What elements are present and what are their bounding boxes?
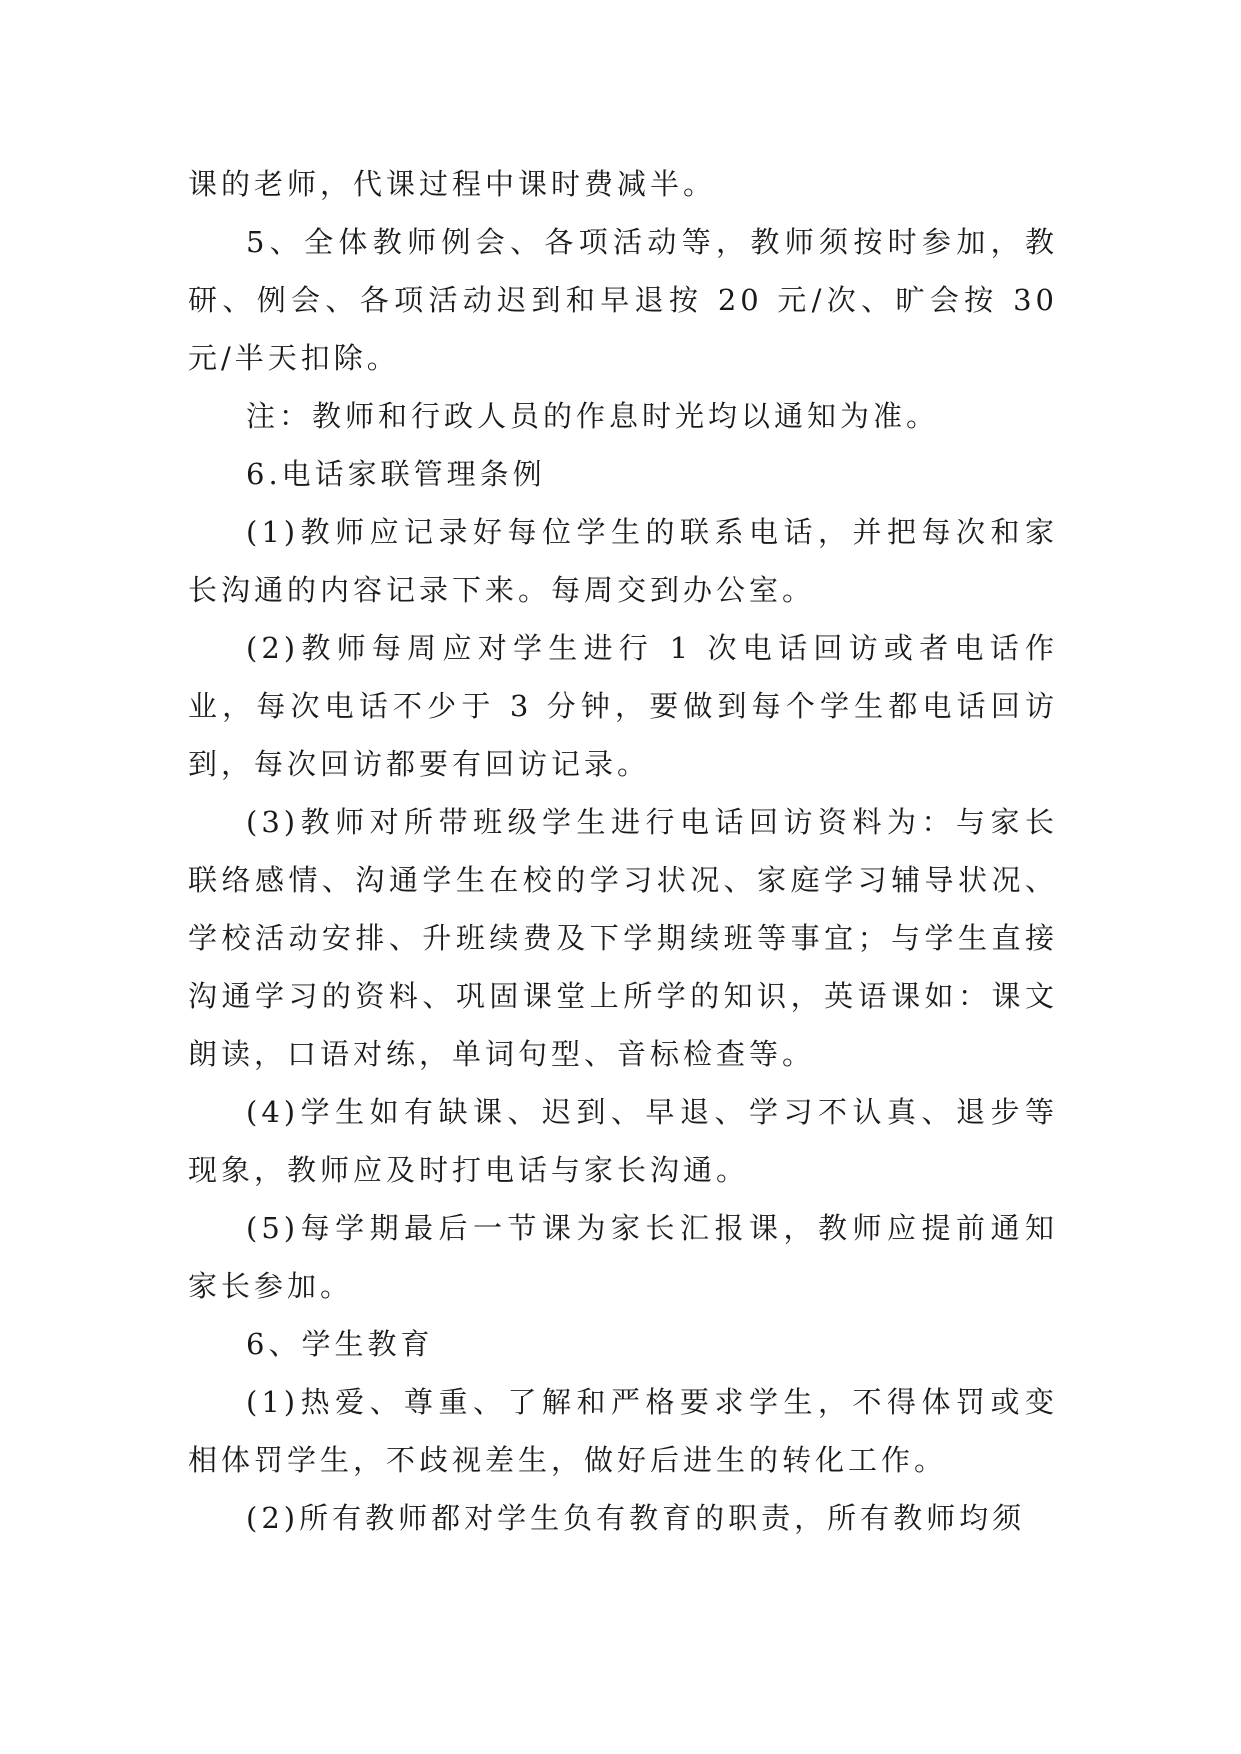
paragraph-item-3: (3)教师对所带班级学生进行电话回访资料为：与家长联络感情、沟通学生在校的学习状况、家庭学习辅导状况、学校活动安排、升班续费及下学期续班等事宜；与学生直接沟通学习的资料、巩固课堂上所学的知识，英语课如：课文朗读，口语对练，单词句型、音标检查等。 [188, 805, 1058, 1071]
document-body [188, 155, 1058, 1547]
paragraph-item-2: (2)教师每周应对学生进行 1 次电话回访或者电话作业，每次电话不少于 3 分钟，要做到每个学生都电话回访到，每次回访都要有回访记录。 [188, 631, 1058, 781]
paragraph-continuation: 课的老师，代课过程中课时费减半。 [188, 167, 717, 201]
paragraph-item-1: (1)教师应记录好每位学生的联系电话，并把每次和家长沟通的内容记录下来。每周交到办公室。 [188, 515, 1058, 607]
paragraph-education-item-1: (1)热爱、尊重、了解和严格要求学生，不得体罚或变相体罚学生，不歧视差生，做好后进生的转化工作。 [188, 1385, 1058, 1477]
paragraph-item-4: (4)学生如有缺课、迟到、早退、学习不认真、退步等现象，教师应及时打电话与家长沟通。 [188, 1095, 1058, 1187]
section-heading-student-education: 6、学生教育 [246, 1327, 434, 1361]
paragraph-note: 注：教师和行政人员的作息时光均以通知为准。 [246, 399, 940, 433]
paragraph-education-item-2: (2)所有教师都对学生负有教育的职责，所有教师均须 [246, 1501, 1026, 1535]
paragraph-item-5: (5)每学期最后一节课为家长汇报课，教师应提前通知家长参加。 [188, 1211, 1058, 1303]
paragraph-meeting-rules: 5、全体教师例会、各项活动等，教师须按时参加，教研、例会、各项活动迟到和早退按 20 元/次、旷会按 30 元/半天扣除。 [188, 225, 1058, 375]
section-heading-phone-contact: 6.电话家联管理条例 [246, 457, 546, 491]
